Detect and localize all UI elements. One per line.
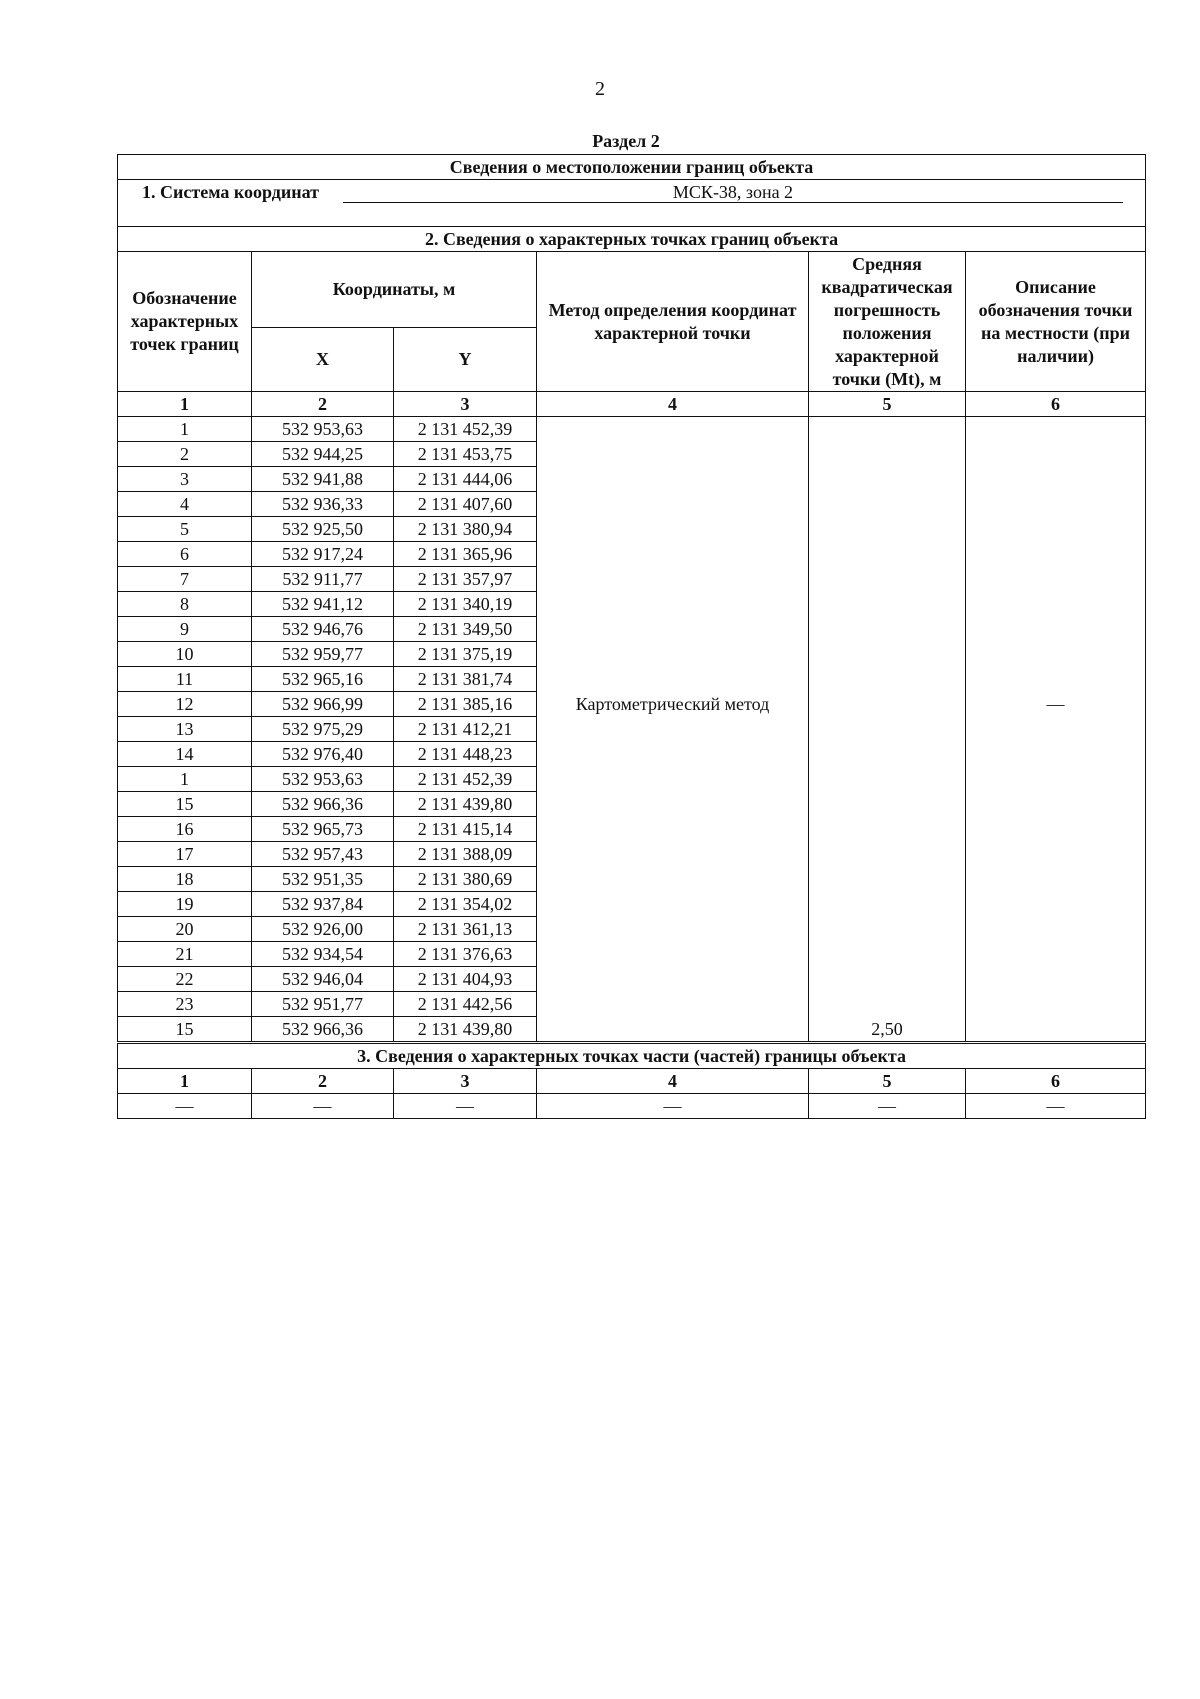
method-cell [537,1017,809,1043]
y-cell: 2 131 439,80 [394,1017,537,1043]
description-cell [966,942,1146,967]
x-cell: 532 951,77 [252,992,394,1017]
point-id-cell: 12 [118,692,252,717]
error-cell [809,692,966,717]
table-row [118,917,1146,942]
y-cell: 2 131 412,21 [394,717,537,742]
y-cell: 2 131 380,69 [394,867,537,892]
point-id-cell: 9 [118,617,252,642]
description-cell [966,817,1146,842]
point-id-cell: 6 [118,542,252,567]
empty-cell: — [394,1094,537,1119]
description-cell [966,917,1146,942]
part3-title-row [118,1043,1146,1069]
error-cell [809,667,966,692]
method-cell [537,992,809,1017]
y-cell: 2 131 361,13 [394,917,537,942]
description-cell [966,842,1146,867]
table-row [118,1017,1146,1043]
header-coords: Координаты, м [252,252,537,328]
part3-empty-row [118,1094,1146,1119]
error-cell [809,642,966,667]
x-cell: 532 946,76 [252,617,394,642]
description-cell [966,992,1146,1017]
error-cell [809,517,966,542]
col-number: 3 [394,392,537,417]
method-cell [537,542,809,567]
table-row [118,492,1146,517]
point-id-cell: 7 [118,567,252,592]
point-id-cell: 17 [118,842,252,867]
col-number: 6 [966,1069,1146,1094]
x-cell: 532 911,77 [252,567,394,592]
coord-system-spacer [118,204,1146,227]
table-row [118,592,1146,617]
x-cell: 532 934,54 [252,942,394,967]
table-title-row [118,155,1146,180]
description-cell [966,592,1146,617]
table-row [118,717,1146,742]
description-cell [966,867,1146,892]
col-number: 2 [252,392,394,417]
y-cell: 2 131 349,50 [394,617,537,642]
page-number: 2 [595,78,605,100]
y-cell: 2 131 404,93 [394,967,537,992]
table-row [118,742,1146,767]
table-row [118,692,1146,717]
point-id-cell: 15 [118,792,252,817]
table-row [118,767,1146,792]
point-id-cell: 2 [118,442,252,467]
x-cell: 532 925,50 [252,517,394,542]
point-id-cell: 8 [118,592,252,617]
col-number: 1 [118,1069,252,1094]
error-cell [809,942,966,967]
table-row [118,442,1146,467]
point-id-cell: 23 [118,992,252,1017]
method-cell [537,592,809,617]
error-cell [809,592,966,617]
table-row [118,542,1146,567]
x-cell: 532 953,63 [252,417,394,442]
part2-title-row [118,227,1146,252]
point-id-cell: 11 [118,667,252,692]
point-id-cell: 10 [118,642,252,667]
x-cell: 532 966,99 [252,692,394,717]
x-cell: 532 966,36 [252,1017,394,1043]
y-cell: 2 131 376,63 [394,942,537,967]
description-cell [966,742,1146,767]
point-id-cell: 4 [118,492,252,517]
coord-system-value: МСК-38, зона 2 [343,182,1123,203]
part2-colnum-row [118,392,1146,417]
point-id-cell: 14 [118,742,252,767]
table-row [118,967,1146,992]
description-cell [966,442,1146,467]
point-id-cell: 16 [118,817,252,842]
x-cell: 532 937,84 [252,892,394,917]
method-cell [537,492,809,517]
table-row [118,817,1146,842]
x-cell: 532 959,77 [252,642,394,667]
x-cell: 532 953,63 [252,767,394,792]
coord-system-label: 1. Система координат [142,182,319,202]
empty-cell: — [537,1094,809,1119]
y-cell: 2 131 381,74 [394,667,537,692]
point-id-cell: 5 [118,517,252,542]
table-row [118,867,1146,892]
table-row [118,467,1146,492]
y-cell: 2 131 448,23 [394,742,537,767]
col-number: 5 [809,392,966,417]
method-cell [537,842,809,867]
x-cell: 532 941,12 [252,592,394,617]
x-cell: 532 944,25 [252,442,394,467]
point-id-cell: 21 [118,942,252,967]
x-cell: 532 946,04 [252,967,394,992]
x-cell: 532 965,73 [252,817,394,842]
y-cell: 2 131 407,60 [394,492,537,517]
error-cell [809,867,966,892]
method-cell [537,867,809,892]
y-cell: 2 131 365,96 [394,542,537,567]
point-id-cell: 3 [118,467,252,492]
description-cell [966,892,1146,917]
description-cell [966,667,1146,692]
header-x: X [252,328,394,392]
y-cell: 2 131 375,19 [394,642,537,667]
description-cell: — [966,692,1146,717]
method-cell [537,667,809,692]
y-cell: 2 131 444,06 [394,467,537,492]
y-cell: 2 131 439,80 [394,792,537,817]
description-cell [966,717,1146,742]
method-cell [537,792,809,817]
error-cell [809,917,966,942]
x-cell: 532 966,36 [252,792,394,817]
error-cell [809,992,966,1017]
y-cell: 2 131 385,16 [394,692,537,717]
description-cell [966,642,1146,667]
table-row [118,842,1146,867]
table-title: Сведения о местоположении границ объекта [118,155,1146,180]
header-error: Средняя квадратическая погрешность положения характерной точки (Mt), м [809,252,966,392]
coord-system-row [118,180,1146,205]
point-id-cell: 19 [118,892,252,917]
x-cell: 532 926,00 [252,917,394,942]
col-number: 1 [118,392,252,417]
x-cell: 532 917,24 [252,542,394,567]
description-cell [966,617,1146,642]
error-cell [809,442,966,467]
y-cell: 2 131 340,19 [394,592,537,617]
method-cell [537,417,809,442]
error-cell [809,567,966,592]
method-cell [537,717,809,742]
y-cell: 2 131 452,39 [394,417,537,442]
method-cell [537,642,809,667]
empty-cell: — [118,1094,252,1119]
method-cell [537,967,809,992]
error-cell [809,967,966,992]
error-cell [809,767,966,792]
point-id-cell: 15 [118,1017,252,1043]
method-cell [537,467,809,492]
col-number: 3 [394,1069,537,1094]
error-cell [809,892,966,917]
description-cell [966,517,1146,542]
y-cell: 2 131 442,56 [394,992,537,1017]
table-row [118,417,1146,442]
description-cell [966,542,1146,567]
method-cell [537,442,809,467]
part2-header-row [118,252,1146,328]
method-cell [537,942,809,967]
description-cell [966,567,1146,592]
error-cell [809,742,966,767]
error-cell [809,817,966,842]
x-cell: 532 936,33 [252,492,394,517]
error-cell [809,467,966,492]
empty-cell: — [809,1094,966,1119]
error-cell [809,842,966,867]
error-cell [809,792,966,817]
col-number: 5 [809,1069,966,1094]
boundary-table [117,154,1146,1119]
header-point: Обозначение характерных точек границ [118,252,252,392]
table-row [118,642,1146,667]
error-cell [809,542,966,567]
method-cell: Картометрический метод [537,692,809,717]
error-cell [809,417,966,442]
table-row [118,517,1146,542]
y-cell: 2 131 388,09 [394,842,537,867]
point-id-cell: 13 [118,717,252,742]
x-cell: 532 941,88 [252,467,394,492]
part2-title: 2. Сведения о характерных точках границ объекта [118,227,1146,252]
method-cell [537,517,809,542]
point-id-cell: 1 [118,767,252,792]
point-id-cell: 18 [118,867,252,892]
method-cell [537,892,809,917]
description-cell [966,417,1146,442]
point-id-cell: 1 [118,417,252,442]
header-description: Описание обозначения точки на местности (при наличии) [966,252,1146,392]
description-cell [966,792,1146,817]
header-y: Y [394,328,537,392]
point-rows [118,417,1146,1043]
x-cell: 532 976,40 [252,742,394,767]
table-row [118,617,1146,642]
col-number: 4 [537,1069,809,1094]
table-row [118,567,1146,592]
table-row [118,792,1146,817]
error-cell [809,492,966,517]
error-cell: 2,50 [809,1017,966,1043]
x-cell: 532 957,43 [252,842,394,867]
col-number: 4 [537,392,809,417]
empty-cell: — [966,1094,1146,1119]
x-cell: 532 975,29 [252,717,394,742]
section-title: Раздел 2 [592,131,660,151]
table-row [118,667,1146,692]
description-cell [966,1017,1146,1043]
col-number: 2 [252,1069,394,1094]
table-row [118,992,1146,1017]
error-cell [809,717,966,742]
method-cell [537,617,809,642]
method-cell [537,817,809,842]
y-cell: 2 131 453,75 [394,442,537,467]
table-row [118,892,1146,917]
method-cell [537,767,809,792]
x-cell: 532 951,35 [252,867,394,892]
part3-colnum-row [118,1069,1146,1094]
part3-title: 3. Сведения о характерных точках части (частей) границы объекта [118,1043,1146,1069]
description-cell [966,492,1146,517]
header-method: Метод определения координат характерной точки [537,252,809,392]
description-cell [966,767,1146,792]
description-cell [966,967,1146,992]
y-cell: 2 131 380,94 [394,517,537,542]
y-cell: 2 131 357,97 [394,567,537,592]
point-id-cell: 20 [118,917,252,942]
method-cell [537,917,809,942]
y-cell: 2 131 415,14 [394,817,537,842]
x-cell: 532 965,16 [252,667,394,692]
method-cell [537,742,809,767]
y-cell: 2 131 452,39 [394,767,537,792]
point-id-cell: 22 [118,967,252,992]
table-row [118,942,1146,967]
description-cell [966,467,1146,492]
y-cell: 2 131 354,02 [394,892,537,917]
col-number: 6 [966,392,1146,417]
method-cell [537,567,809,592]
error-cell [809,617,966,642]
empty-cell: — [252,1094,394,1119]
